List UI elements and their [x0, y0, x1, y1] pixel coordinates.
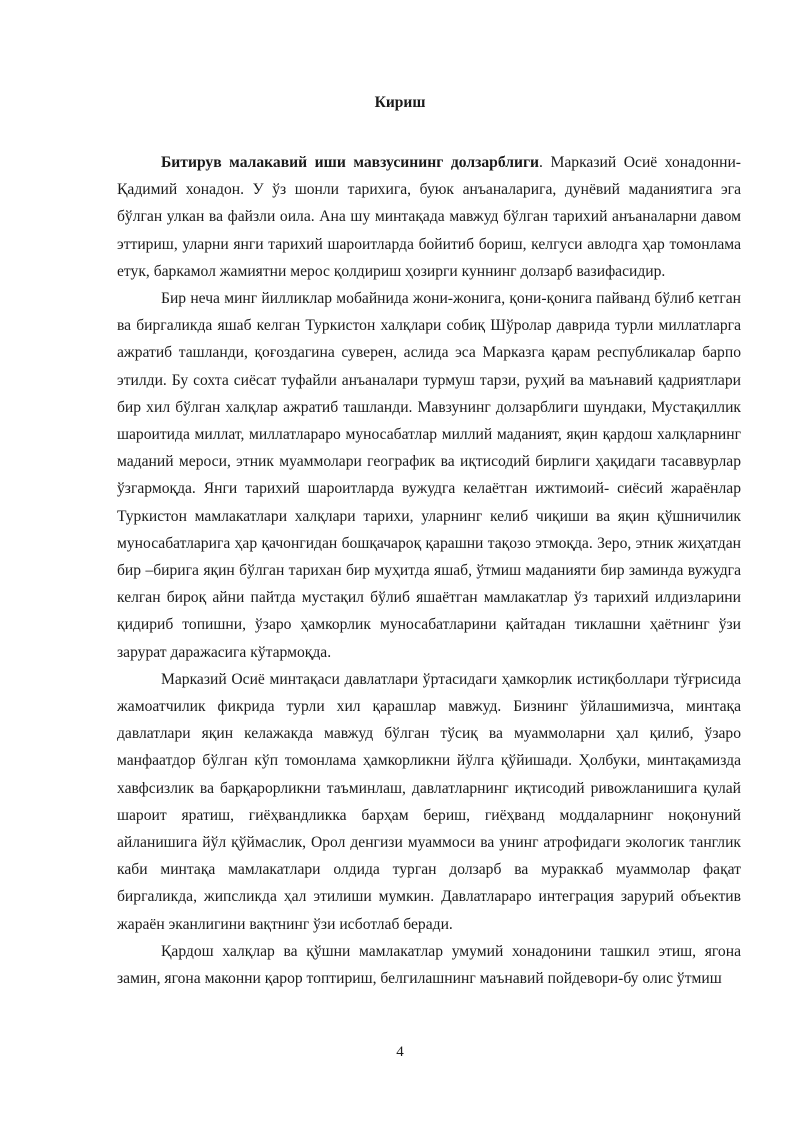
paragraph-4	[117, 938, 741, 992]
paragraph-1	[117, 149, 741, 285]
paragraph-3	[117, 666, 741, 938]
paragraph-text: . Марказий Осиё хонадонни-Қадимий хонадон. У ўз шонли тарихига, буюк анъаналарига, дунёвий маданиятига эга бўлган улкан ва файзли оила. Ана шу минтақада мавжуд бўлган тарихий анъаналарни давом эттириш, уларни янги тарихий шароитларда бойитиб бориш, келгуси авлодга ҳар томонлама етук, баркамол жамиятни мерос қолдириш ҳозирги куннинг долзарб вазифасидир.	[117, 154, 741, 280]
page-number: 4	[396, 1044, 404, 1060]
paragraph-text: Марказий Осиё минтақаси давлатлари ўртасидаги ҳамкорлик истиқболлари тўғрисида жамоатчилик фикрида турли хил қарашлар мавжуд. Бизнинг ўйлашимизча, минтақа давлатлари яқин келажакда мавжуд бўлган тўсиқ ва муаммоларни ҳал қилиб, ўзаро манфаатдор бўлган кўп томонлама ҳамкорликни йўлга қўйишади. Ҳолбуки, минтақамизда хавфсизлик ва барқарорликни таъминлаш, давлатларнинг иқтисодий ривожланишига қулай шароит яратиш, гиёҳвандликка барҳам бериш, гиёҳванд моддаларнинг ноқонуний айланишига йўл қўймаслик, Орол денгизи муаммоси ва унинг атрофидаги экологик танглик каби минтақа мамлакатлари олдида турган долзарб ва мураккаб муаммолар фақат биргаликда, жипсликда ҳал этилиши мумкин. Давлатлараро интеграция зарурий объектив жараён эканлигини вақтнинг ўзи исботлаб беради.	[117, 670, 741, 933]
paragraph-lead: Битирув малакавий иши мавзусининг долзарблиги	[161, 154, 540, 171]
page-title: Кириш	[374, 94, 426, 111]
paragraph-text: Бир неча минг йилликлар мобайнида жони-жонига, қони-қонига пайванд бўлиб кетган ва биргаликда яшаб келган Туркистон халқлари собиқ Шўролар даврида турли миллатларга ажратиб ташланди, қоғоздагина суверен, аслида эса Марказга қарам республикалар барпо этилди. Бу сохта сиёсат туфайли анъаналари турмуш тарзи, руҳий ва маънавий қадриятлари бир хил бўлган халқлар ажратиб ташланди. Мавзунинг долзарблиги шундаки, Мустақиллик шароитида миллат, миллатлараро муносабатлар миллий маданият, яқин қардош халқларнинг маданий мероси, этник муаммолари географик ва иқтисодий бирлиги ҳақидаги тасаввурлар ўзгармоқда. Янги тарихий шароитларда вужудга келаётган ижтимоий- сиёсий жараёнлар Туркистон мамлакатлари халқлари тарихи, уларнинг келиб чиқиши ва яқин қўшничилик муносабатларига ҳар қачонгидан бошқачароқ қарашни тақозо этмоқда. Зеро, этник жиҳатдан бир –бирига яқин бўлган тарихан бир муҳитда яшаб, ўтмиш маданияти бир заминда вужудга келган бироқ айни пайтда мустақил бўлиб яшаётган мамлакатлар ўз тарихий илдизларини қидириб топишни, ўзаро ҳамкорлик муносабатларини қайтадан тиклашни ҳаётнинг ўзи зарурат даражасига кўтармоқда.	[117, 290, 741, 661]
paragraph-2	[117, 285, 741, 666]
paragraph-text: Қардош халқлар ва қўшни мамлакатлар умумий хонадонини ташкил этиш, ягона замин, ягона маконни қарор топтириш, белгилашнинг маънавий пойдевори-бу олис ўтмиш	[117, 942, 741, 988]
document-body	[117, 149, 741, 992]
